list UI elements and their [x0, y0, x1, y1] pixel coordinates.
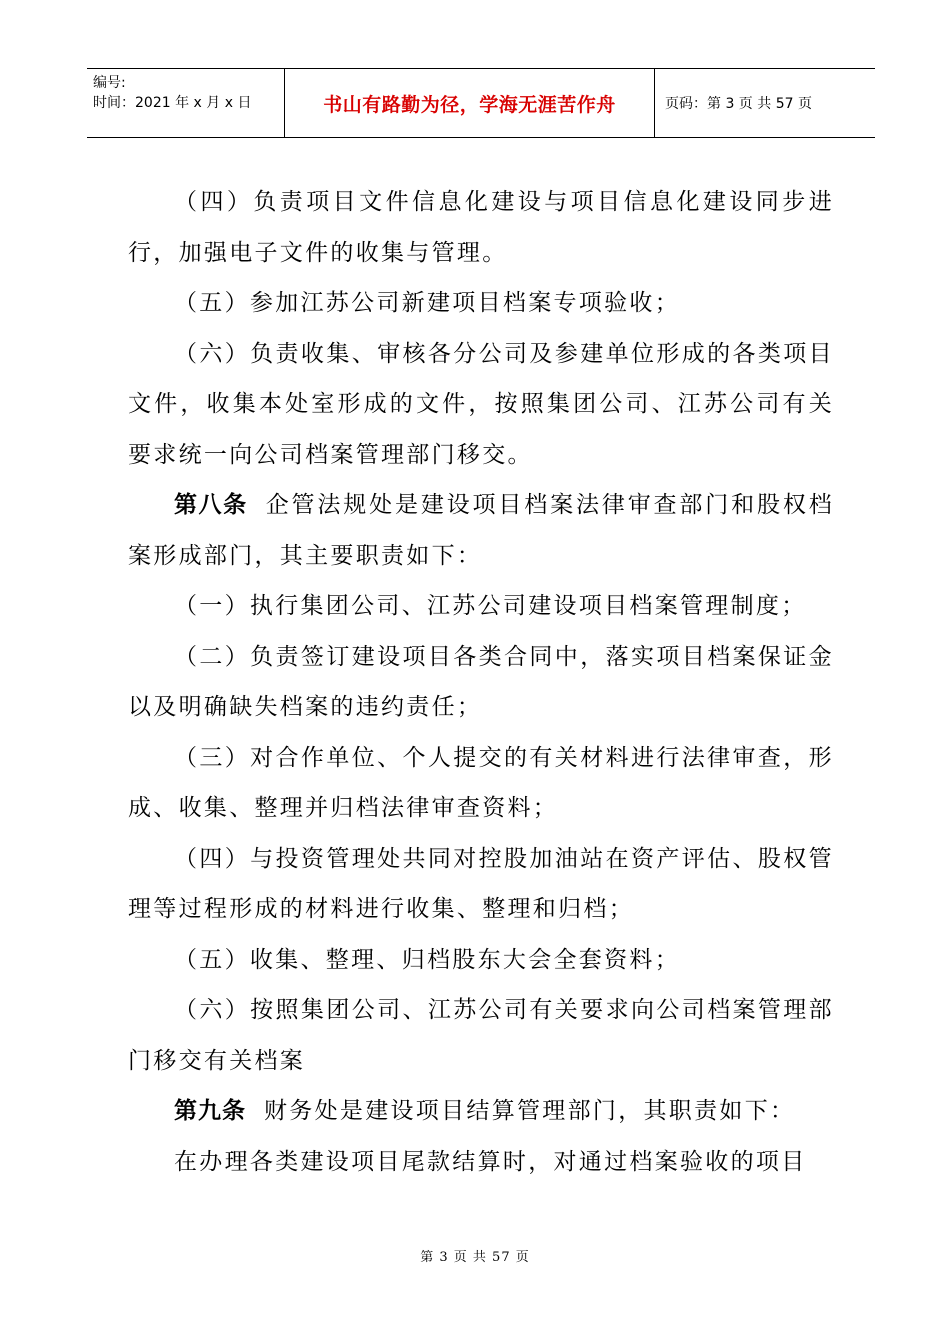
article-heading: 第八条: [174, 492, 248, 518]
paragraph-text: （六）负责收集、审核各分公司及参建单位形成的各类项目文件，收集本处室形成的文件，按照集团公司、江苏公司有关要求统一向公司档案管理部门移交。: [128, 340, 834, 468]
paragraph: [128, 1137, 834, 1188]
paragraph-text: （二）负责签订建设项目各类合同中，落实项目档案保证金以及明确缺失档案的违约责任；: [128, 643, 834, 720]
article-heading: 第九条: [174, 1098, 246, 1124]
paragraph-text: （三）对合作单位、个人提交的有关材料进行法律审查，形成、收集、整理并归档法律审查资料；: [128, 744, 834, 821]
page-footer: 第 3 页 共 57 页: [420, 1250, 530, 1265]
paragraph: [128, 632, 834, 733]
paragraph-text: （四）负责项目文件信息化建设与项目信息化建设同步进行，加强电子文件的收集与管理。: [128, 189, 834, 266]
paragraph: [128, 278, 834, 329]
paragraph: [128, 935, 834, 986]
paragraph: [128, 329, 834, 481]
paragraph: [128, 834, 834, 935]
document-body: [128, 177, 834, 1187]
article-paragraph: [128, 480, 834, 581]
paragraph-text: （六）按照集团公司、江苏公司有关要求向公司档案管理部门移交有关档案: [128, 997, 834, 1074]
document-number-label: 编号:: [93, 75, 126, 91]
paragraph: [128, 733, 834, 834]
header-page-number: 页码：第 3 页 共 57 页: [665, 96, 812, 112]
paragraph-text: 企管法规处是建设项目档案法律审查部门和股权档案形成部门，其主要职责如下：: [128, 492, 835, 569]
page-header: [87, 68, 875, 138]
document-time-label: 时间：2021 年 x 月 x 日: [93, 95, 252, 111]
header-motto: 书山有路勤为径，学海无涯苦作舟: [285, 69, 655, 137]
paragraph: [128, 177, 834, 278]
paragraph-text: （一）执行集团公司、江苏公司建设项目档案管理制度；: [174, 593, 807, 619]
paragraph: [128, 985, 834, 1086]
paragraph: [128, 581, 834, 632]
paragraph-text: （五）参加江苏公司新建项目档案专项验收；: [174, 290, 680, 316]
header-meta-cell: [87, 69, 285, 137]
paragraph-text: 财务处是建设项目结算管理部门，其职责如下：: [264, 1098, 796, 1124]
paragraph-text: （五）收集、整理、归档股东大会全套资料；: [174, 946, 680, 973]
paragraph-text: 在办理各类建设项目尾款结算时，对通过档案验收的项目: [174, 1148, 807, 1175]
article-paragraph: [128, 1086, 834, 1137]
paragraph-text: （四）与投资管理处共同对控股加油站在资产评估、股权管理等过程形成的材料进行收集、整理和归档；: [128, 845, 834, 922]
